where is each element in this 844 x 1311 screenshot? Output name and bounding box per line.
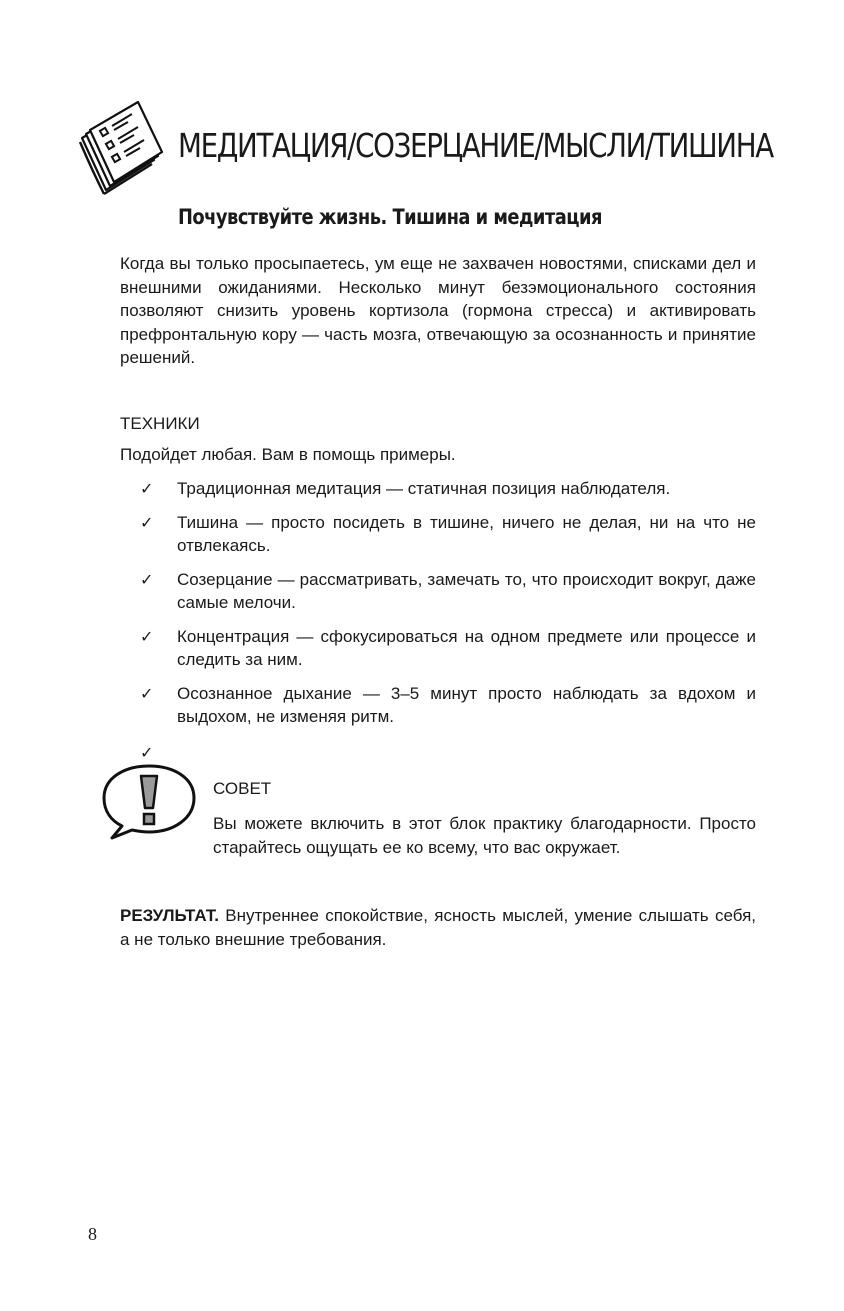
result-paragraph [120, 904, 756, 951]
result-text: Внутреннее спокойствие, ясность мыслей, умение слышать себя, а не только внешние требования. [120, 906, 756, 949]
list-item-text: Традиционная медитация — статичная позиция наблюдателя. [177, 479, 671, 498]
techniques-lead: Подойдет любая. Вам в помощь примеры. [120, 445, 456, 464]
checkmark-icon: ✓ [140, 512, 154, 532]
tip-heading: СОВЕТ [213, 779, 272, 798]
checkmark-icon: ✓ [140, 479, 154, 498]
list-item [140, 568, 756, 615]
checkmark-icon: ✓ [140, 683, 154, 703]
empty-checkmark-icon: ✓ [140, 743, 154, 762]
checkmark-icon: ✓ [140, 569, 154, 589]
list-item-text: Осознанное дыхание — 3–5 минут просто наблюдать за вдохом и выдохом, не изменяя ритм. [177, 683, 756, 726]
exclamation-speech-bubble-icon [100, 762, 198, 842]
list-item [140, 477, 756, 501]
result-label: РЕЗУЛЬТАТ. [120, 906, 219, 925]
checkmark-icon: ✓ [140, 626, 154, 646]
list-item-text: Концентрация — сфокусироваться на одном предмете или процессе и следить за ним. [177, 626, 756, 669]
list-item-text: Созерцание — рассматривать, замечать то, что происходит вокруг, даже самые мелочи. [177, 569, 756, 612]
list-item [140, 682, 756, 729]
subtitle: Почувствуйте жизнь. Тишина и медитация [178, 205, 602, 229]
list-item-text: Тишина — просто посидеть в тишине, ничего не делая, ни на что не отвлекаясь. [177, 512, 756, 555]
techniques-list [140, 477, 756, 739]
list-item [140, 511, 756, 558]
page-number: 8 [88, 1224, 97, 1244]
list-item [140, 625, 756, 672]
intro-paragraph: Когда вы только просыпаетесь, ум еще не захвачен новостями, списками дел и внешними ожиданиями. Несколько минут безэмоционального состояния позволяют снизить уровень кортизола (гормона стресса) и активировать префронтальную кору — часть мозга, отвечающую за осознанность и принятие решений. [120, 254, 756, 367]
page-title: МЕДИТАЦИЯ/СОЗЕРЦАНИЕ/МЫСЛИ/ТИШИНА [178, 126, 773, 165]
techniques-heading: ТЕХНИКИ [120, 414, 200, 433]
checklist-papers-icon [74, 98, 170, 198]
tip-text: Вы можете включить в этот блок практику благодарности. Просто старайтесь ощущать ее ко всему, что вас окружает. [213, 814, 756, 857]
